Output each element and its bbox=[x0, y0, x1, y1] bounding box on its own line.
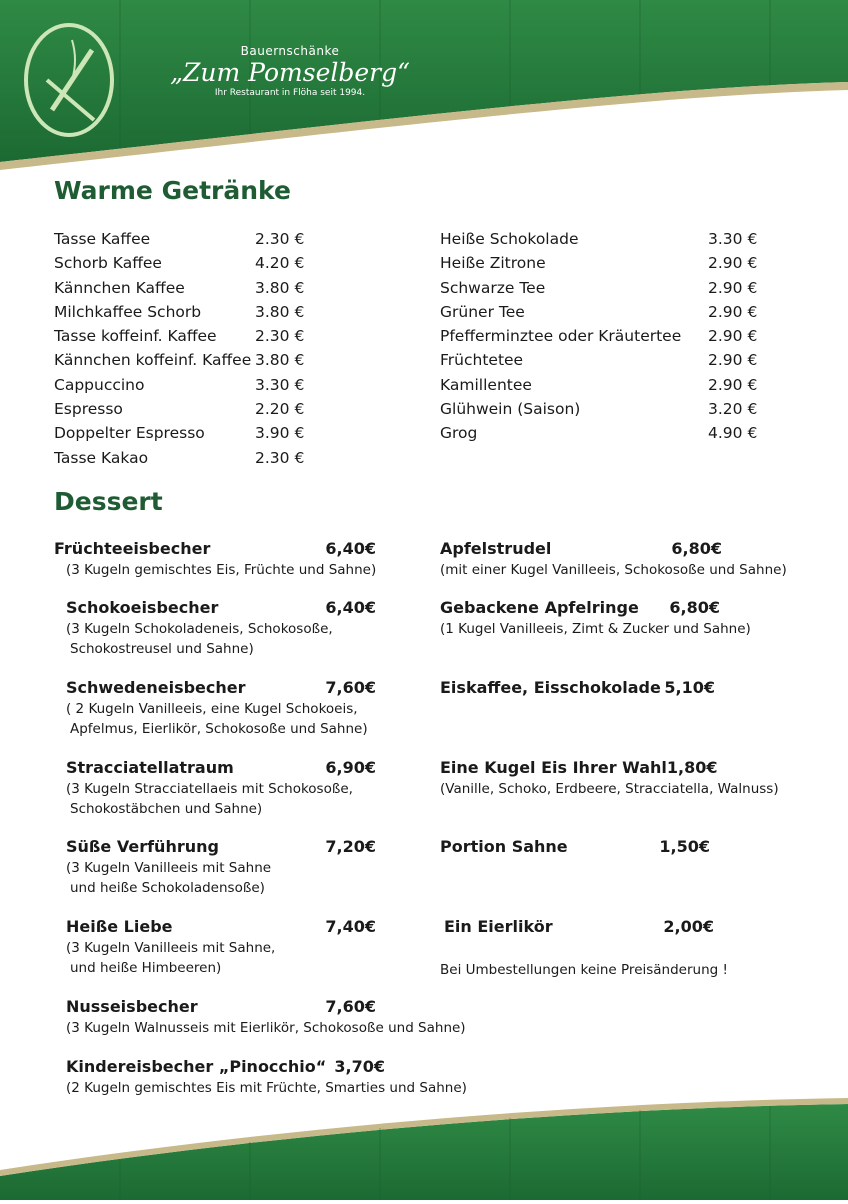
drink-price: 2.90 € bbox=[708, 302, 758, 321]
drink-name: Heiße Zitrone bbox=[440, 254, 546, 273]
dessert-price: 5,10€ bbox=[664, 678, 715, 697]
dessert-price: 1,50€ bbox=[659, 837, 710, 856]
drink-price: 2.90 € bbox=[708, 375, 758, 394]
drink-name: Grüner Tee bbox=[440, 302, 525, 321]
dessert-title-row bbox=[440, 538, 722, 560]
drink-row bbox=[440, 276, 757, 300]
drink-row bbox=[54, 251, 304, 275]
dessert-desc: ( 2 Kugeln Vanilleeis, eine Kugel Schokoeis, bbox=[66, 701, 358, 717]
dessert-name: Kindereisbecher „Pinocchio“ bbox=[66, 1057, 327, 1076]
drink-name: Heiße Schokolade bbox=[440, 230, 579, 248]
dessert-title-row bbox=[66, 597, 376, 619]
dessert-name: Schokoeisbecher bbox=[66, 598, 219, 617]
drink-name: Glühwein (Saison) bbox=[440, 400, 581, 419]
dessert-item bbox=[440, 836, 710, 858]
dessert-desc: Apfelmus, Eierlikör, Schokosoße und Sahne) bbox=[70, 721, 368, 737]
dessert-name: Nusseisbecher bbox=[66, 997, 198, 1016]
drink-price: 3.80 € bbox=[255, 278, 305, 297]
drink-price: 2.90 € bbox=[708, 351, 758, 370]
dessert-name: Stracciatellatraum bbox=[66, 758, 234, 777]
dessert-item bbox=[440, 757, 779, 799]
drink-row bbox=[440, 397, 757, 421]
wood-background bbox=[0, 0, 848, 175]
drink-row bbox=[54, 397, 304, 421]
drink-price: 3.20 € bbox=[708, 400, 758, 419]
dessert-desc: (3 Kugeln Vanilleeis mit Sahne, bbox=[66, 940, 276, 956]
drink-row bbox=[440, 421, 757, 445]
drink-name: Doppelter Espresso bbox=[54, 424, 205, 443]
dessert-name: Portion Sahne bbox=[440, 837, 568, 856]
drink-row bbox=[54, 324, 304, 348]
dessert-desc: (3 Kugeln Stracciatellaeis mit Schokosoße, bbox=[66, 781, 353, 797]
dessert-title-row bbox=[66, 836, 376, 858]
warm-right-list bbox=[440, 227, 757, 446]
dessert-item bbox=[440, 597, 751, 639]
drink-row bbox=[440, 373, 757, 397]
drink-row bbox=[440, 348, 757, 372]
dessert-title-row bbox=[440, 757, 716, 779]
dessert-price: 2,00€ bbox=[663, 917, 714, 936]
drink-row bbox=[440, 324, 757, 348]
dessert-name: Früchteeisbecher bbox=[54, 539, 211, 558]
dessert-name: Süße Verführung bbox=[66, 837, 219, 856]
dessert-price: 3,70€ bbox=[334, 1057, 385, 1076]
drink-name: Kamillentee bbox=[440, 375, 532, 394]
drink-price: 3.90 € bbox=[255, 424, 305, 443]
drink-name: Grog bbox=[440, 424, 478, 443]
dessert-item bbox=[440, 538, 787, 580]
drink-name: Kännchen koffeinf. Kaffee bbox=[54, 351, 252, 370]
drink-name: Früchtetee bbox=[440, 351, 524, 370]
dessert-item bbox=[66, 916, 376, 978]
dessert-desc: (3 Kugeln Schokoladeneis, Schokosoße, bbox=[66, 621, 333, 637]
drink-name: Pfefferminztee oder Kräutertee bbox=[440, 327, 682, 346]
drink-price: 2.90 € bbox=[708, 278, 758, 297]
drink-price: 2.30 € bbox=[255, 230, 305, 248]
drink-row bbox=[54, 446, 304, 470]
dessert-price: 1,80€ bbox=[666, 758, 718, 777]
dessert-desc: und heiße Schokoladensoße) bbox=[70, 880, 265, 896]
dessert-title-row bbox=[66, 677, 376, 699]
dessert-item bbox=[66, 836, 376, 898]
dessert-title-row bbox=[66, 916, 376, 938]
wood-footer-background bbox=[0, 1090, 848, 1200]
drink-name: Tasse Kakao bbox=[54, 448, 149, 467]
dessert-item bbox=[54, 538, 376, 580]
dessert-price: 7,60€ bbox=[325, 997, 376, 1016]
drink-name: Tasse Kaffee bbox=[54, 230, 151, 248]
dessert-item bbox=[66, 996, 466, 1038]
dessert-desc: (3 Kugeln Vanilleeis mit Sahne bbox=[66, 860, 272, 876]
dessert-item bbox=[440, 677, 715, 699]
drink-price: 2.30 € bbox=[255, 448, 305, 467]
dessert-title-row bbox=[440, 597, 720, 619]
reorder-note: Bei Umbestellungen keine Preisänderung ! bbox=[440, 962, 728, 978]
dessert-name: Gebackene Apfelringe bbox=[440, 598, 639, 617]
drink-price: 4.90 € bbox=[708, 424, 758, 443]
warm-drinks-title: Warme Getränke bbox=[54, 176, 291, 205]
drink-price: 3.30 € bbox=[708, 230, 758, 248]
dessert-title-row bbox=[66, 996, 376, 1018]
dessert-name: Eiskaffee, Eisschokolade bbox=[440, 678, 661, 697]
dessert-desc: (3 Kugeln gemischtes Eis, Früchte und Sahne) bbox=[66, 562, 377, 578]
dessert-item bbox=[66, 757, 376, 819]
drink-row bbox=[440, 300, 757, 324]
dessert-price: 6,40€ bbox=[325, 539, 376, 558]
dessert-desc: (mit einer Kugel Vanilleeis, Schokosoße und Sahne) bbox=[440, 562, 787, 578]
header-banner bbox=[0, 0, 848, 175]
dessert-price: 6,80€ bbox=[671, 539, 722, 558]
drink-row bbox=[54, 276, 304, 300]
drink-name: Kännchen Kaffee bbox=[54, 278, 185, 297]
drink-price: 2.30 € bbox=[255, 327, 305, 346]
drink-name: Tasse koffeinf. Kaffee bbox=[54, 327, 217, 346]
drink-price: 3.80 € bbox=[255, 351, 305, 370]
drink-row bbox=[54, 348, 304, 372]
dessert-title-row bbox=[440, 836, 710, 858]
brand-sub: Ihr Restaurant in Flöha seit 1994. bbox=[214, 88, 366, 98]
drink-name: Schwarze Tee bbox=[440, 278, 546, 297]
drink-name: Cappuccino bbox=[54, 375, 145, 394]
dessert-name: Apfelstrudel bbox=[440, 539, 552, 558]
footer-banner bbox=[0, 1090, 848, 1200]
dessert-desc: Schokostäbchen und Sahne) bbox=[70, 801, 263, 817]
drink-row bbox=[54, 300, 304, 324]
dessert-title-row bbox=[440, 677, 715, 699]
drink-price: 2.20 € bbox=[255, 400, 305, 419]
logo-emblem-icon bbox=[22, 20, 116, 140]
dessert-desc: (3 Kugeln Walnusseis mit Eierlikör, Schokosoße und Sahne) bbox=[66, 1020, 466, 1036]
dessert-price: 6,90€ bbox=[325, 758, 376, 777]
drink-price: 4.20 € bbox=[255, 254, 305, 273]
dessert-title: Dessert bbox=[54, 487, 163, 516]
dessert-item bbox=[444, 916, 714, 938]
dessert-price: 6,40€ bbox=[325, 598, 376, 617]
dessert-price: 7,60€ bbox=[325, 678, 376, 697]
drink-price: 2.90 € bbox=[708, 327, 758, 346]
dessert-item bbox=[66, 677, 376, 739]
dessert-name: Ein Eierlikör bbox=[444, 917, 553, 936]
drink-row bbox=[440, 251, 757, 275]
drink-row bbox=[54, 373, 304, 397]
dessert-item bbox=[66, 597, 376, 659]
drink-name: Espresso bbox=[54, 400, 123, 419]
brand-name: „Zum Pomselberg“ bbox=[170, 58, 410, 87]
drink-row bbox=[440, 227, 757, 251]
dessert-desc: (2 Kugeln gemischtes Eis mit Früchte, Smarties und Sahne) bbox=[66, 1080, 467, 1096]
dessert-title-row bbox=[54, 538, 376, 560]
brand-top: Bauernschänke bbox=[240, 44, 340, 58]
brand-block bbox=[160, 44, 420, 98]
drink-row bbox=[54, 421, 304, 445]
dessert-price: 7,20€ bbox=[325, 837, 376, 856]
dessert-name: Eine Kugel Eis Ihrer Wahl bbox=[440, 758, 667, 777]
dessert-title-row bbox=[66, 1056, 385, 1078]
drink-name: Schorb Kaffee bbox=[54, 254, 162, 273]
drink-row bbox=[54, 227, 304, 251]
dessert-name: Schwedeneisbecher bbox=[66, 678, 246, 697]
drink-price: 2.90 € bbox=[708, 254, 758, 273]
warm-left-list bbox=[54, 227, 304, 470]
drink-name: Milchkaffee Schorb bbox=[54, 302, 202, 321]
dessert-desc: und heiße Himbeeren) bbox=[70, 960, 222, 976]
drink-price: 3.80 € bbox=[255, 302, 305, 321]
dessert-title-row bbox=[444, 916, 714, 938]
dessert-desc: Schokostreusel und Sahne) bbox=[70, 641, 254, 657]
dessert-name: Heiße Liebe bbox=[66, 917, 173, 936]
dessert-desc: (1 Kugel Vanilleeis, Zimt & Zucker und Sahne) bbox=[440, 621, 751, 637]
dessert-title-row bbox=[66, 757, 376, 779]
dessert-price: 6,80€ bbox=[669, 598, 720, 617]
dessert-desc: (Vanille, Schoko, Erdbeere, Stracciatella, Walnuss) bbox=[440, 781, 779, 797]
drink-price: 3.30 € bbox=[255, 375, 305, 394]
dessert-price: 7,40€ bbox=[325, 917, 376, 936]
